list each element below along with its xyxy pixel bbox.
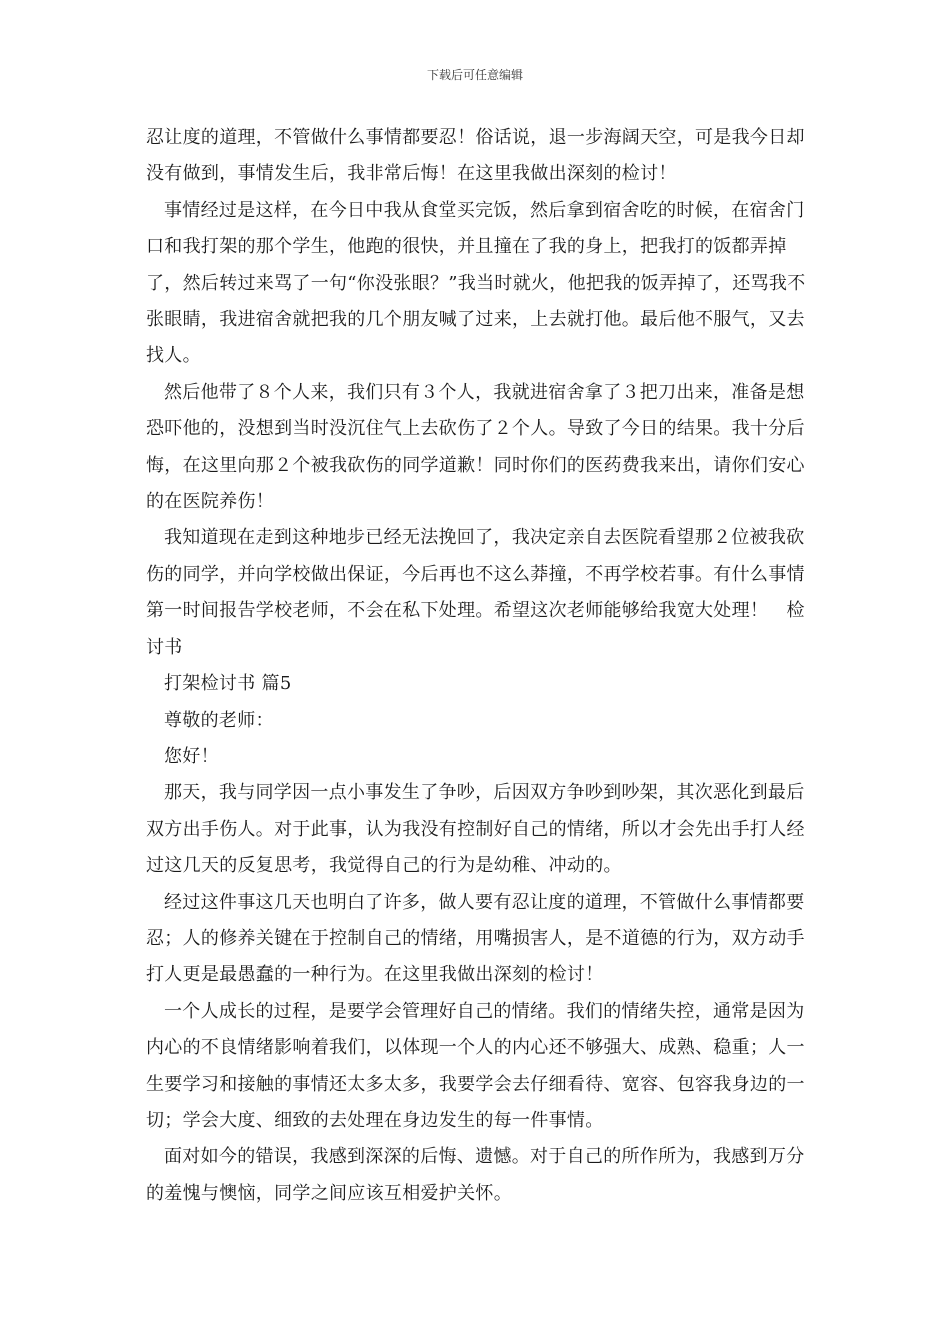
paragraph: 经过这件事这几天也明白了许多，做人要有忍让度的道理，不管做什么事情都要忍；人的修养关键在于控制自己的情绪，用嘴损害人，是不道德的行为，双方动手打人更是最愚蠢的一种行为。在这里我做出深刻的检讨！ bbox=[146, 891, 805, 986]
page-header: 下载后可任意编辑 bbox=[426, 68, 523, 82]
section-title: 打架检讨书 篇5 bbox=[164, 673, 292, 695]
paragraph: 然后他带了８个人来，我们只有３个人，我就进宿舍拿了３把刀出来，准备是想恐吓他的，没想到当时没沉住气上去砍伤了２个人。导致了今日的结果。我十分后悔，在这里向那２个被我砍伤的同学道歉！同时你们的医药费我来出，请你们安心的在医院养伤！ bbox=[146, 381, 805, 513]
paragraph: 那天，我与同学因一点小事发生了争吵，后因双方争吵到吵架，其次恶化到最后双方出手伤人。对于此事，认为我没有控制好自己的情绪，所以才会先出手打人经过这几天的反复思考，我觉得自己的行为是幼稚、冲动的。 bbox=[146, 782, 805, 877]
paragraph: 忍让度的道理，不管做什么事情都要忍！俗话说，退一步海阔天空，可是我今日却没有做到，事情发生后，我非常后悔！在这里我做出深刻的检讨！ bbox=[146, 127, 805, 185]
document-body bbox=[146, 120, 808, 1212]
paragraph: 面对如今的错误，我感到深深的后悔、遗憾。对于自己的所作所为，我感到万分的羞愧与懊恼，同学之间应该互相爱护关怀。 bbox=[146, 1146, 805, 1204]
paragraph: 事情经过是这样，在今日中我从食堂买完饭，然后拿到宿舍吃的时候，在宿舍门口和我打架的那个学生，他跑的很快，并且撞在了我的身上，把我打的饭都弄掉了，然后转过来骂了一句“你没张眼？”我当时就火，他把我的饭弄掉了，还骂我不张眼睛，我进宿舍就把我的几个朋友喊了过来，上去就打他。最后他不服气，又去找人。 bbox=[146, 199, 806, 367]
salutation: 尊敬的老师： bbox=[164, 709, 274, 731]
paragraph: 我知道现在走到这种地步已经无法挽回了，我决定亲自去医院看望那２位被我砍伤的同学，并向学校做出保证，今后再也不这么莽撞，不再学校若事。有什么事情第一时间报告学校老师，不会在私下处理。希望这次老师能够给我宽大处理！ 检讨书 bbox=[146, 527, 805, 658]
paragraph: 一个人成长的过程，是要学会管理好自己的情绪。我们的情绪失控，通常是因为内心的不良情绪影响着我们，以体现一个人的内心还不够强大、成熟、稳重；人一生要学习和接触的事情还太多太多，我要学会去仔细看待、宽容、包容我身边的一切；学会大度、细致的去处理在身边发生的每一件事情。 bbox=[146, 1000, 805, 1131]
greeting: 您好！ bbox=[164, 745, 219, 767]
